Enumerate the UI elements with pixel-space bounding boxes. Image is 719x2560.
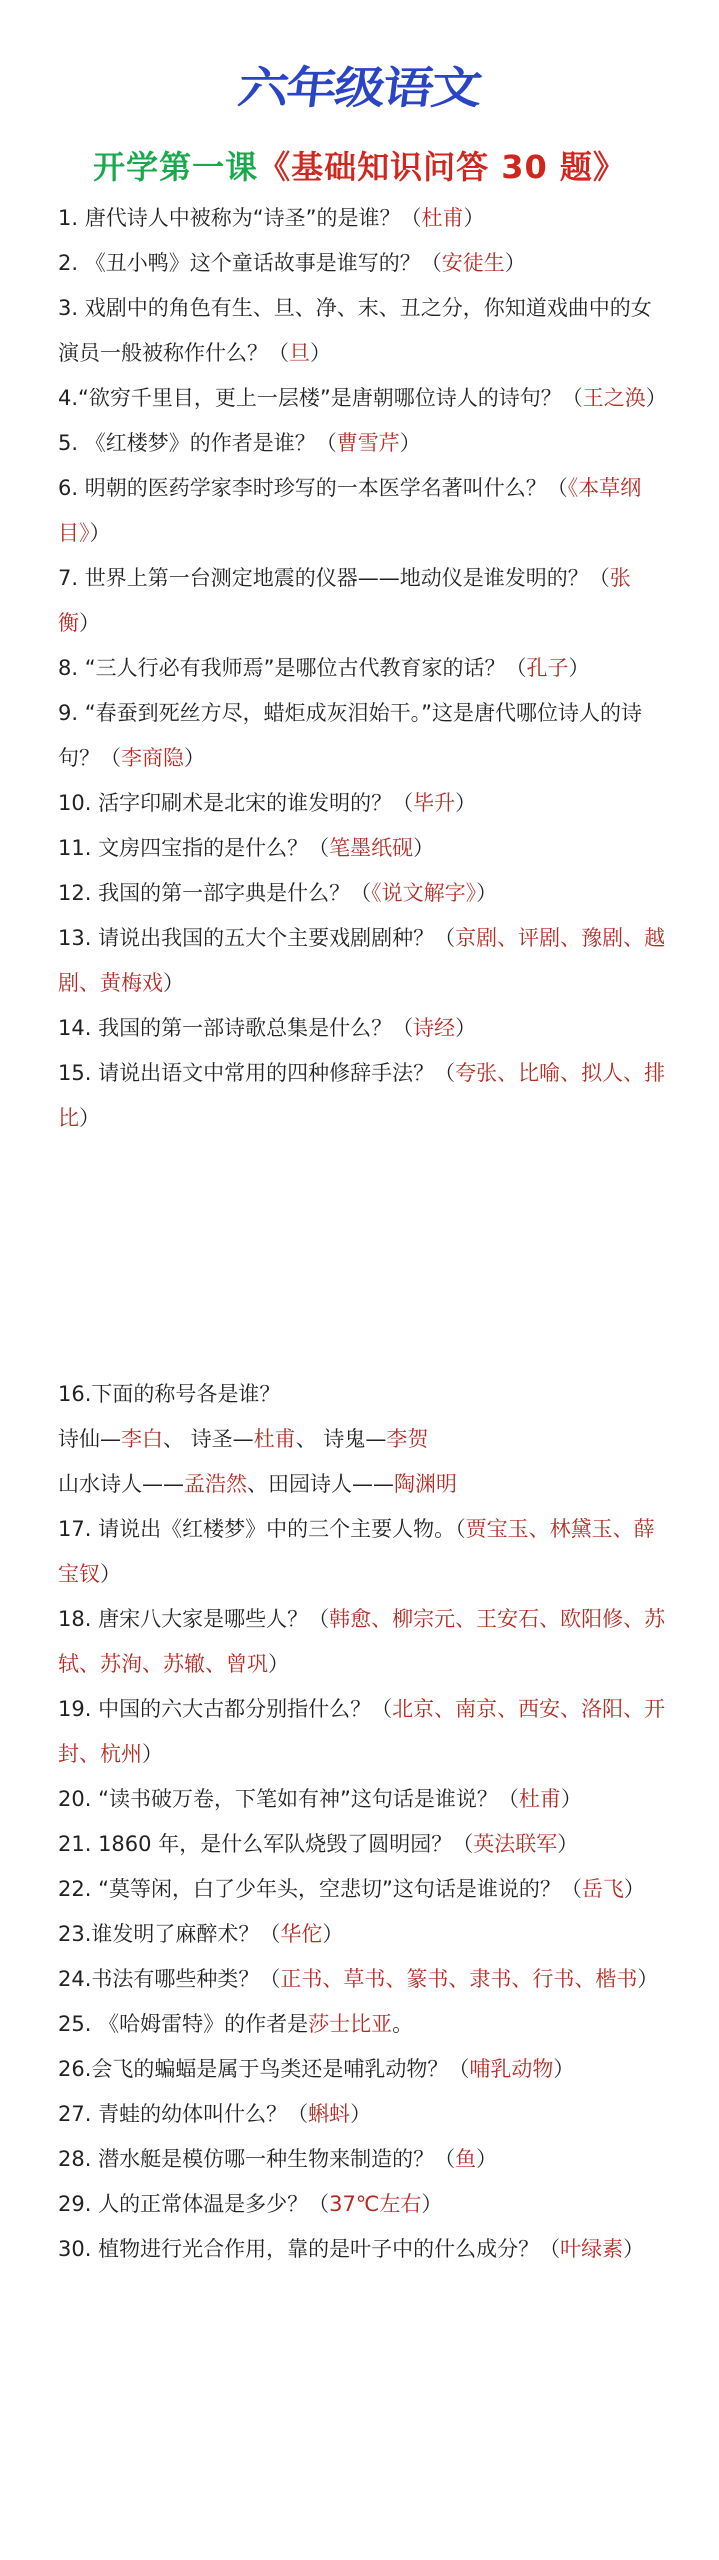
answer-text: 莎士比亚 <box>308 2012 393 2036</box>
question-text: 28. 潜水艇是模仿哪一种生物来制造的？（ <box>58 2147 456 2171</box>
answer-text: 37℃左右 <box>329 2192 422 2216</box>
question-text: 9. “春蚕到死丝方尽，蜡炬成灰泪始干。”这是唐代哪位诗人的诗句？（ <box>58 701 642 770</box>
answer-text: 李白 <box>121 1427 163 1451</box>
answer-text: 北京、南京、西安、洛阳、开封、杭州 <box>58 1697 666 1766</box>
question-list-2 <box>58 1372 670 2272</box>
question-item <box>58 2137 670 2182</box>
question-text: 诗仙— <box>58 1427 121 1451</box>
question-item <box>58 556 670 646</box>
answer-text: 毕升 <box>413 791 456 815</box>
question-text: ） <box>322 1922 344 1946</box>
question-text: 1. 唐代诗人中被称为“诗圣”的是谁？（ <box>58 206 422 230</box>
answer-text: 孔子 <box>526 656 569 680</box>
answer-text: 笔墨纸砚 <box>329 836 414 860</box>
question-text: 诗鬼— <box>323 1427 387 1451</box>
question-text: ） <box>310 341 331 365</box>
question-text: 20. “读书破万卷，下笔如有神”这句话是谁说？（ <box>58 1787 519 1811</box>
logo: 六年级语文 <box>235 63 483 114</box>
question-text: ） <box>476 2147 498 2171</box>
question-text: ） <box>645 386 667 410</box>
answer-text: 曹雪芹 <box>336 431 400 455</box>
answer-text: 杜甫 <box>518 1787 561 1811</box>
question-text: 6. 明朝的医药学家李时珍写的一本医学名著叫什么？（ <box>58 476 568 500</box>
answer-text: 王之涣 <box>582 386 646 410</box>
question-text: 、 <box>247 1472 268 1496</box>
question-text: 12. 我国的第一部字典是什么？（ <box>58 881 372 905</box>
question-item <box>58 1777 670 1822</box>
question-item <box>58 196 670 241</box>
question-text: 23.谁发明了麻醉术？（ <box>58 1922 281 1946</box>
answer-text: 旦 <box>289 341 310 365</box>
question-text: 8. “三人行必有我师焉”是哪位古代教育家的话？（ <box>58 656 527 680</box>
answer-text: 夸张、比喻、拟人、排比 <box>58 1061 666 1130</box>
answer-text: 杜甫 <box>421 206 464 230</box>
question-text: 13. 请说出我国的五大个主要戏剧剧种？（ <box>58 926 456 950</box>
answer-text: 杜甫 <box>253 1427 296 1451</box>
question-text: 24.书法有哪些种类？（ <box>58 1967 281 1991</box>
question-item <box>58 1051 670 1141</box>
answer-text: 鱼 <box>455 2147 477 2171</box>
question-item <box>58 691 670 781</box>
answer-text: 孟浩然 <box>184 1472 247 1496</box>
answer-text: 华佗 <box>280 1922 323 1946</box>
answer-text: 蝌蚪 <box>308 2102 351 2126</box>
question-item <box>58 1006 670 1051</box>
question-item <box>58 871 670 916</box>
question-text: ） <box>553 2057 575 2081</box>
question-text: 2. 《丑小鸭》这个童话故事是谁写的？（ <box>58 251 442 275</box>
question-text: ） <box>637 1967 659 1991</box>
question-text: 27. 青蛙的幼体叫什么？（ <box>58 2102 309 2126</box>
answer-text: 安徒生 <box>441 251 505 275</box>
question-text: ） <box>100 1562 121 1586</box>
question-list-1 <box>58 196 670 1141</box>
title-lesson: 开学第一课 <box>93 148 259 186</box>
question-text: ） <box>421 2192 443 2216</box>
question-item <box>58 241 670 286</box>
page-title <box>0 142 719 188</box>
question-text: ） <box>455 1016 477 1040</box>
question-text: ） <box>455 791 477 815</box>
answer-text: 岳飞 <box>581 1877 624 1901</box>
question-item <box>58 2002 670 2047</box>
answer-text: 李贺 <box>386 1427 429 1451</box>
question-text: 7. 世界上第一台测定地震的仪器——地动仪是谁发明的？（ <box>58 566 610 590</box>
question-item <box>58 1507 670 1597</box>
question-text: 山水诗人—— <box>58 1472 184 1496</box>
question-text: ） <box>623 1877 645 1901</box>
question-text: 26.会飞的蝙蝠是属于鸟类还是哺乳动物？（ <box>58 2057 470 2081</box>
answer-text: 京剧、评剧、豫剧、越剧、黄梅戏 <box>58 926 666 995</box>
question-text: ） <box>350 2102 372 2126</box>
question-item <box>58 1957 670 2002</box>
answer-text: 李商隐 <box>121 746 184 770</box>
question-text: 11. 文房四宝指的是什么？（ <box>58 836 330 860</box>
question-text: 4.“欲穷千里目，更上一层楼”是唐朝哪位诗人的诗句？（ <box>58 386 583 410</box>
question-item <box>58 286 670 376</box>
question-text: ） <box>623 2237 645 2261</box>
question-text: 30. 植物进行光合作用，靠的是叶子中的什么成分？（ <box>58 2237 561 2261</box>
question-item <box>58 1867 670 1912</box>
question-text: 、 <box>295 1427 324 1451</box>
answer-text: 诗经 <box>413 1016 456 1040</box>
answer-text: 正书、草书、篆书、隶书、行书、楷书 <box>280 1967 638 1991</box>
question-text: ） <box>560 1787 582 1811</box>
question-text: ） <box>557 1832 579 1856</box>
answer-text: 叶绿素 <box>560 2237 624 2261</box>
question-16 <box>58 1372 670 1417</box>
answer-text: 贾宝玉、林黛玉、薛宝钗 <box>58 1517 655 1586</box>
title-quiz: 《基础知识问答 30 题》 <box>258 148 626 186</box>
question-text: 诗圣— <box>190 1427 254 1451</box>
question-text: ） <box>476 881 498 905</box>
question-item <box>58 781 670 826</box>
question-text: 18. 唐宋八大家是哪些人？（ <box>58 1607 330 1631</box>
question-text: 。 <box>392 2012 414 2036</box>
question-text: ） <box>268 1652 289 1676</box>
question-text: 16.下面的称号各是谁？ <box>58 1382 281 1406</box>
answer-text: 《本草纲目》 <box>58 476 642 545</box>
question-text: ） <box>568 656 590 680</box>
question-item <box>58 646 670 691</box>
question-text: 15. 请说出语文中常用的四种修辞手法？（ <box>58 1061 456 1085</box>
question-text: ） <box>142 1742 163 1766</box>
question-item <box>58 2227 670 2272</box>
question-text: ） <box>399 431 421 455</box>
question-text: ） <box>89 521 111 545</box>
question-item <box>58 421 670 466</box>
answer-text: 哺乳动物 <box>469 2057 554 2081</box>
question-text: ） <box>79 1106 100 1130</box>
question-text: 29. 人的正常体温是多少？（ <box>58 2192 330 2216</box>
question-text: ） <box>163 971 184 995</box>
answer-text: 《说文解字》 <box>371 881 477 905</box>
question-text: ） <box>184 746 205 770</box>
question-item <box>58 2092 670 2137</box>
question-text: 19. 中国的六大古都分别指什么？（ <box>58 1697 393 1721</box>
question-16-line-2 <box>58 1462 670 1507</box>
question-text: 21. 1860 年，是什么军队烧毁了圆明园？（ <box>58 1832 474 1856</box>
question-item <box>58 826 670 871</box>
answer-text: 英法联军 <box>473 1832 558 1856</box>
question-text: 25. 《哈姆雷特》的作者是 <box>58 2012 309 2036</box>
question-text: 10. 活字印刷术是北宋的谁发明的？（ <box>58 791 414 815</box>
question-text: 、 <box>163 1427 191 1451</box>
question-text: ） <box>413 836 435 860</box>
question-item <box>58 466 670 556</box>
question-text: ） <box>79 611 100 635</box>
question-16-line-1 <box>58 1417 670 1462</box>
question-item <box>58 1687 670 1777</box>
answer-text: 张衡 <box>58 566 631 635</box>
question-text: 田园诗人—— <box>268 1472 394 1496</box>
question-text: 17. 请说出《红楼梦》中的三个主要人物。（ <box>58 1517 466 1541</box>
question-item <box>58 376 670 421</box>
question-text: 5. 《红楼梦》的作者是谁？（ <box>58 431 337 455</box>
question-text: 22. “莫等闲，白了少年头，空悲切”这句话是谁说的？（ <box>58 1877 582 1901</box>
question-item <box>58 2182 670 2227</box>
answer-text: 陶渊明 <box>394 1472 457 1496</box>
question-text: ） <box>463 206 485 230</box>
question-item <box>58 916 670 1006</box>
question-item <box>58 2047 670 2092</box>
answer-text: 韩愈、柳宗元、王安石、欧阳修、苏轼、苏洵、苏辙、曾巩 <box>58 1607 666 1676</box>
question-text: 3. 戏剧中的角色有生、旦、净、末、丑之分，你知道戏曲中的女演员一般被称作什么？（ <box>58 296 652 365</box>
question-item <box>58 1912 670 1957</box>
question-item <box>58 1597 670 1687</box>
question-item <box>58 1822 670 1867</box>
question-text: 14. 我国的第一部诗歌总集是什么？（ <box>58 1016 414 1040</box>
question-text: ） <box>504 251 526 275</box>
